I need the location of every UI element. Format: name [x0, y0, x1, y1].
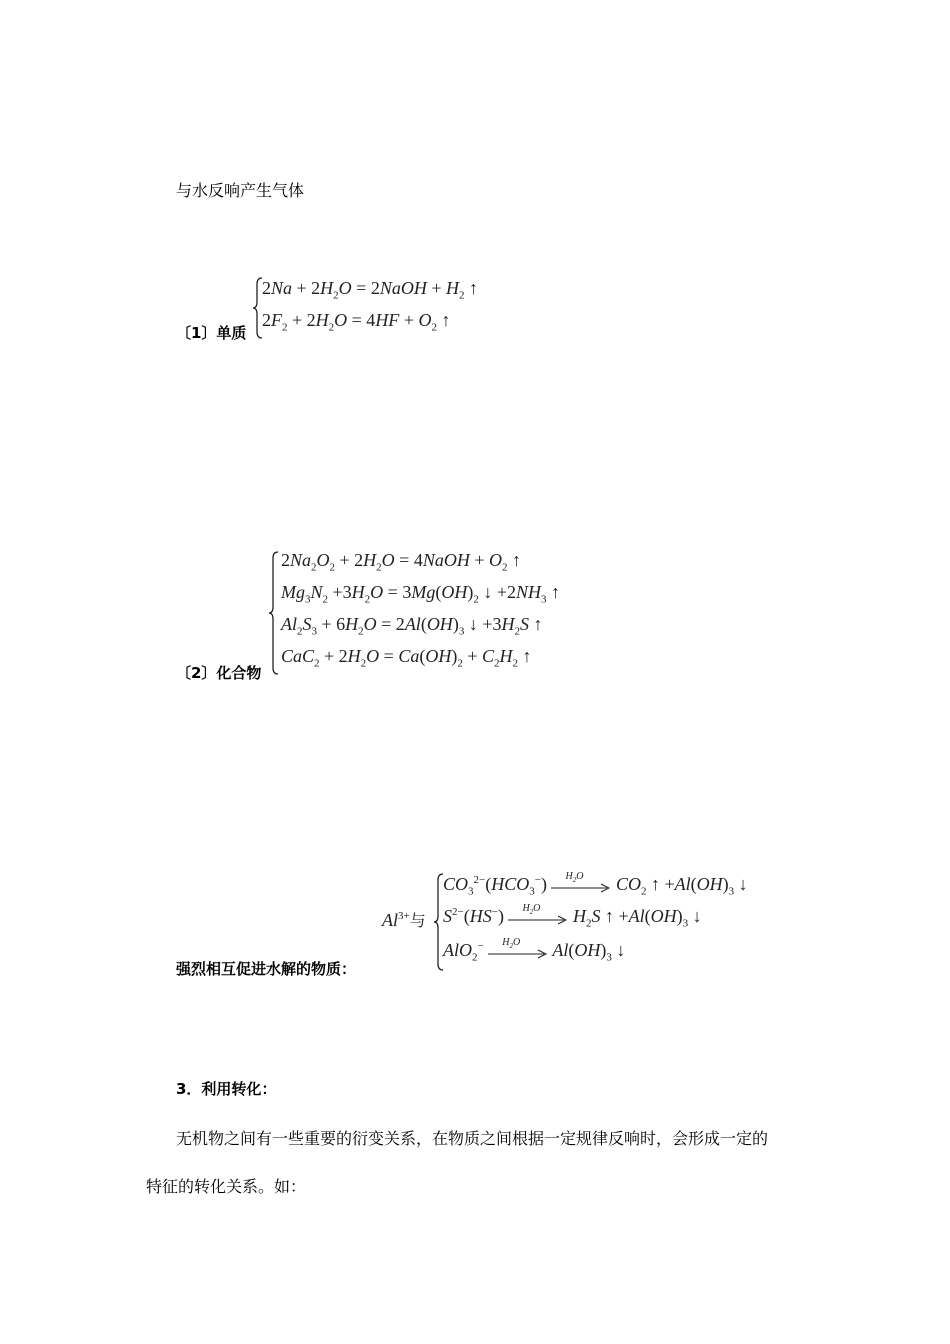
- equation-mg3n2-water: $Mg_3N_2 +3H_2O = 3Mg(OH)_2$ ↓ $+2NH_3$ ↑: [281, 582, 560, 606]
- al3-lhs: $Al^{3+}$与: [382, 910, 426, 930]
- equation-na2o2-water: $2Na_2O_2 + 2H_2O$ = 4NaOH + $O_2$ ↑: [281, 550, 521, 574]
- label-hydrolysis: 强烈相互促进水解的物质：: [176, 960, 357, 978]
- equation-na-water: $2Na + 2H_2O$ = 2NaOH + $H_2$ ↑: [262, 278, 478, 302]
- equation-s2-al: $S^{2-}(HS^-)$ $H_2O$ $H_2S$ ↑ $+Al(OH)_3$ ↓: [443, 902, 702, 930]
- section-heading-water: 与水反响产生气体: [176, 181, 305, 200]
- equation-f2-water: $2F_2 + 2H_2O = 4HF + O_2$ ↑: [262, 310, 451, 334]
- label-compounds: 〔2〕化合物: [176, 664, 262, 682]
- equation-alo2-al: AlO$_2$− $H_2O$ $Al(OH)_3$ ↓: [443, 936, 626, 964]
- heading-conversion: 3．利用转化：: [176, 1080, 277, 1098]
- equation-cac2-water: $CaC_2 + 2H_2O = Ca(OH)_2 + C_2H_2$ ↑: [281, 646, 532, 670]
- label-elements: 〔1〕单质: [176, 324, 247, 342]
- equation-al2s3-water: $Al_2S_3 + 6H_2O = 2Al(OH)_3$ ↓ $+3H_2S$ ↑: [281, 614, 543, 638]
- paragraph-line-2: 特征的转化关系。如：: [146, 1177, 307, 1196]
- equation-co3-al: $CO_3^{2-}(HCO_3^-)$ $H_2O$ $CO_2$ ↑ $+Al(OH)_3$ ↓: [443, 870, 748, 898]
- brace-icon: [268, 550, 280, 676]
- paragraph-line-1: 无机物之间有一些重要的衍变关系，在物质之间根据一定规律反响时，会形成一定的: [176, 1129, 769, 1148]
